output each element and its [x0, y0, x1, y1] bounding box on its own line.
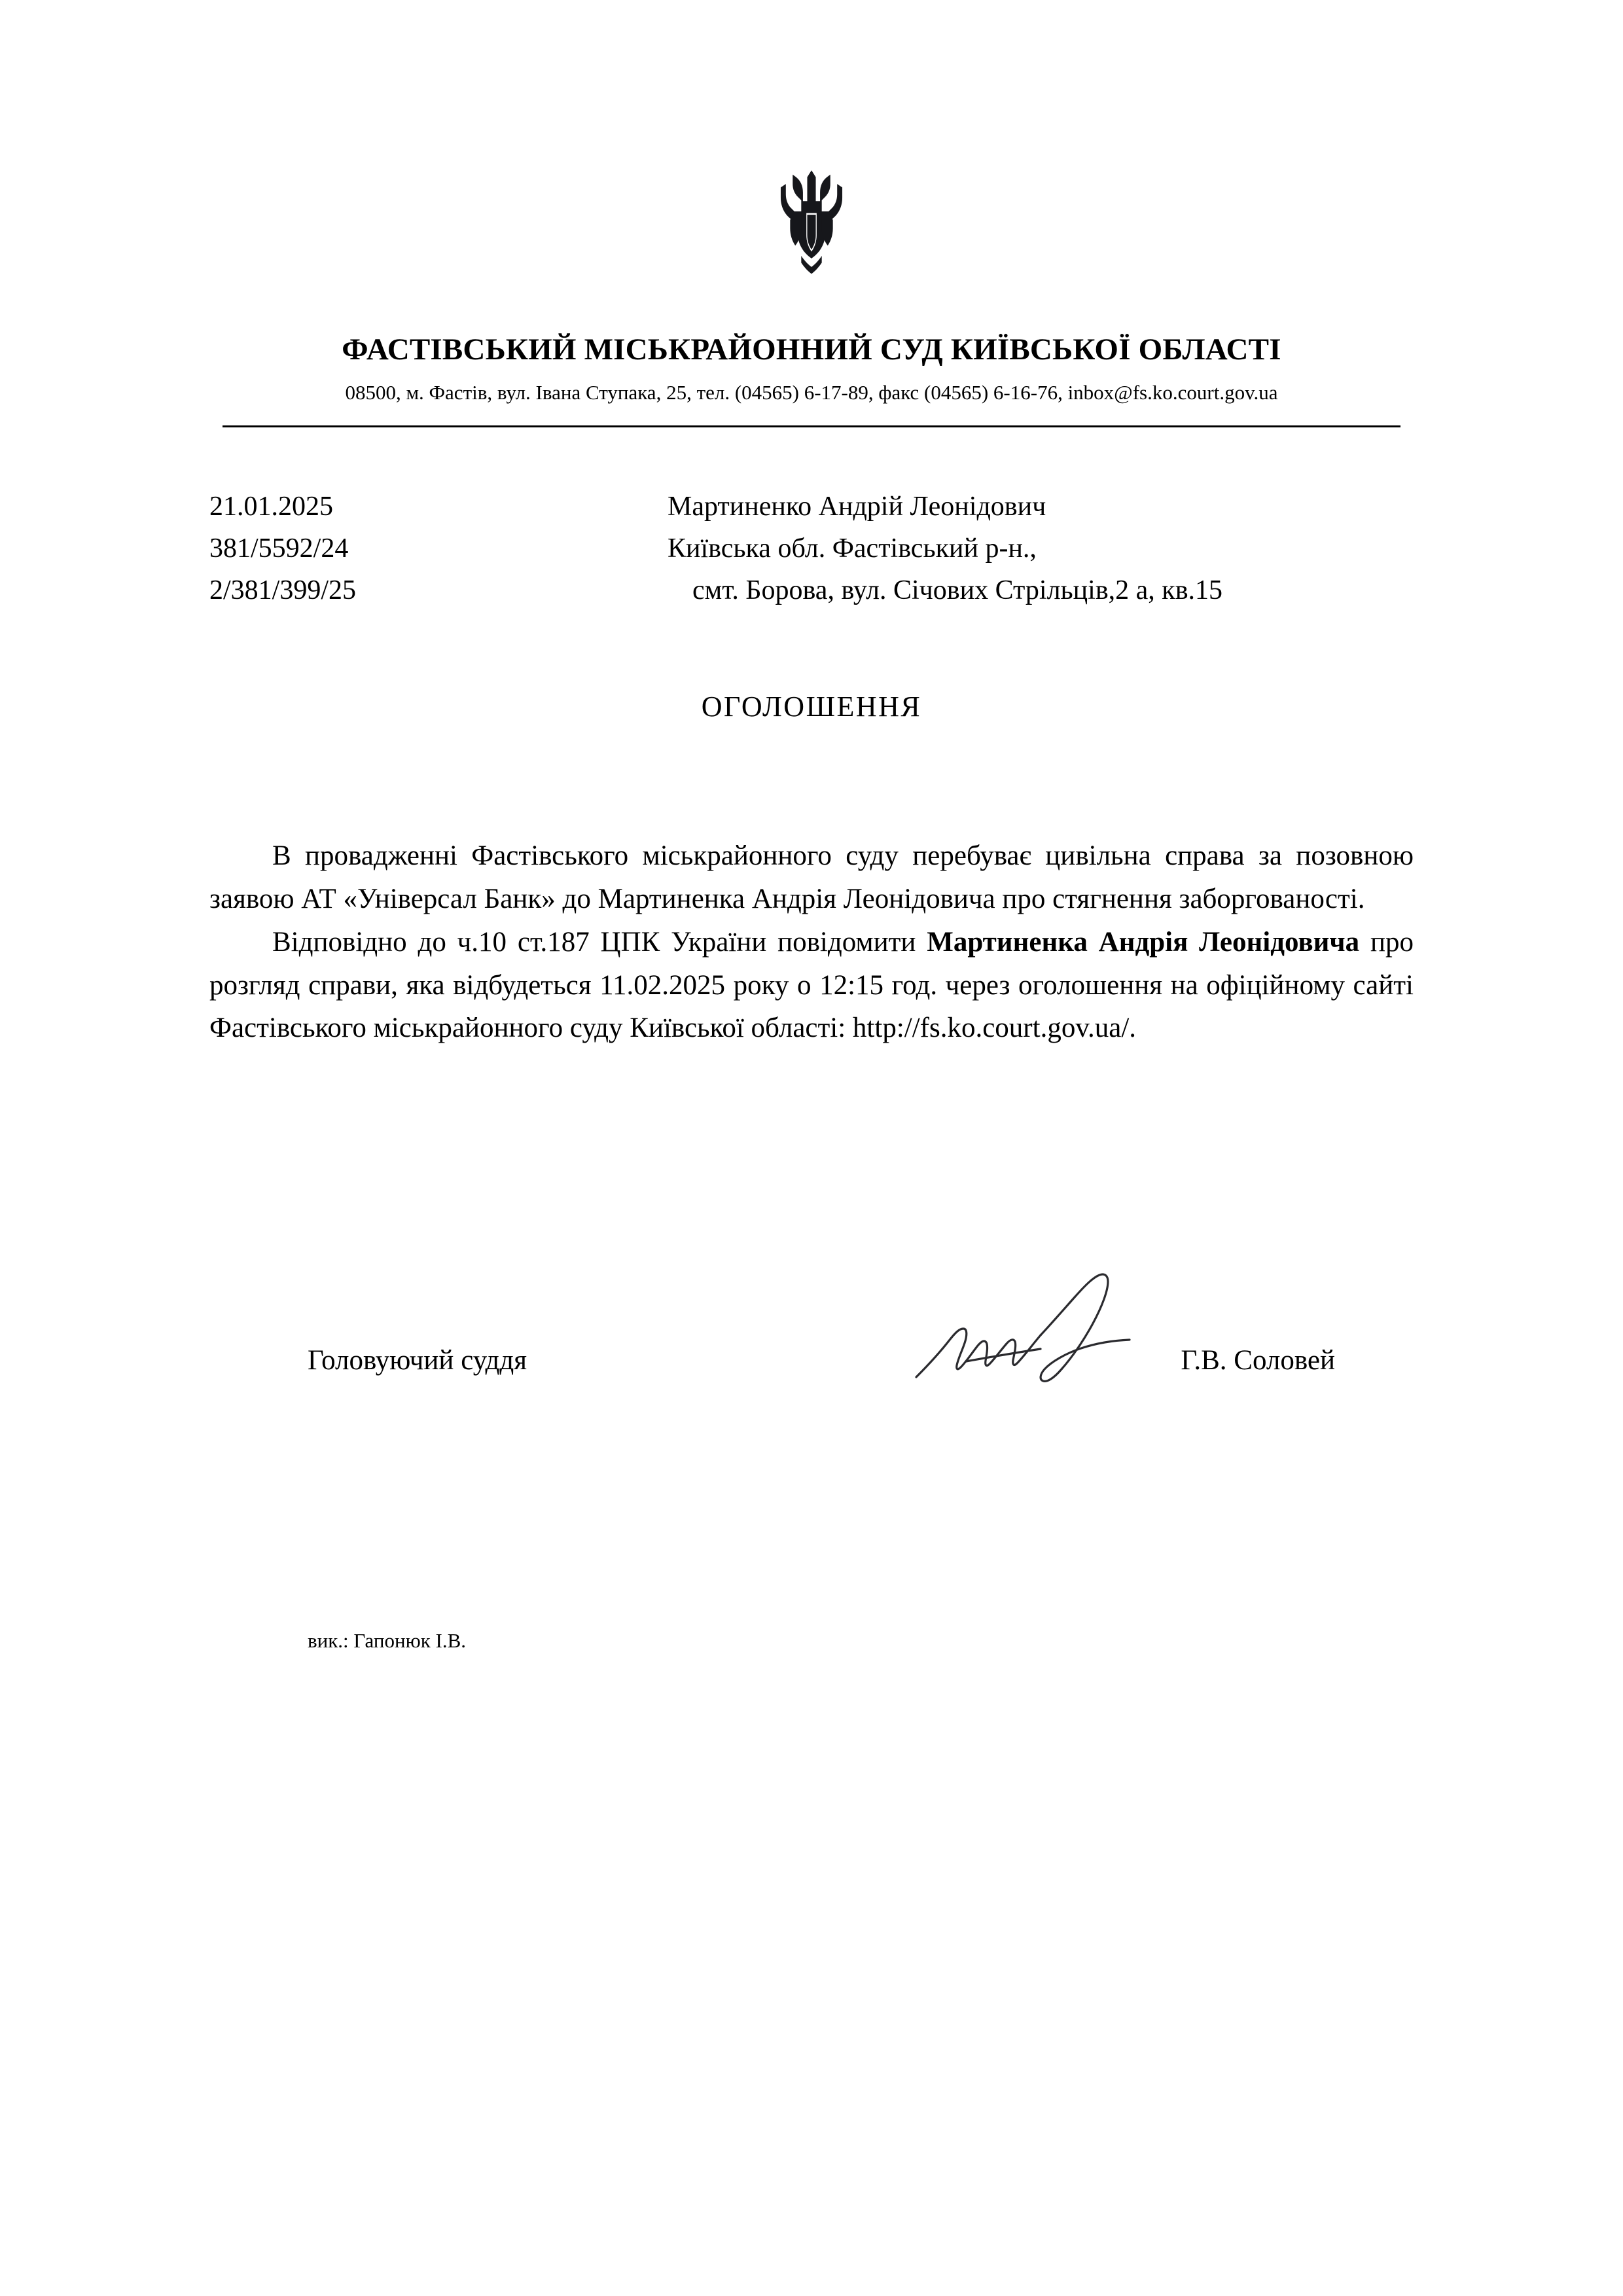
- ukraine-trident-emblem: [768, 167, 855, 295]
- proceeding-number: 2/381/399/25: [209, 575, 357, 605]
- document-date: 21.01.2025: [209, 491, 333, 522]
- addressee-region: Київська обл. Фастівський р-н.,: [668, 533, 1037, 564]
- document-body: [209, 834, 1414, 1050]
- addressee-street: смт. Борова, вул. Січових Стрільців,2 а, кв.15: [692, 575, 1223, 605]
- body-paragraph-1: В провадженні Фастівського міськрайонного суду перебуває цивільна справа за позовною заявою АТ «Універсал Банк» до Мартиненка Андрія Леонідовича про стягнення заборгованості.: [209, 840, 1414, 915]
- judge-name: Г.В. Соловей: [1181, 1345, 1335, 1376]
- case-number: 381/5592/24: [209, 533, 349, 564]
- emblem-container: [209, 0, 1414, 295]
- court-name-heading: ФАСТІВСЬКИЙ МІСЬКРАЙОННИЙ СУД КИЇВСЬКОЇ ОБЛАСТІ: [342, 332, 1281, 367]
- addressee-name: Мартиненко Андрій Леонідович: [668, 491, 1046, 522]
- executor-note: вик.: Гапонюк І.В.: [308, 1629, 467, 1653]
- signature-role-label: Головуючий суддя: [308, 1345, 527, 1376]
- meta-left-column: [209, 486, 668, 611]
- body-p2-defendant-name: Мартиненка Андрія Леонідовича: [927, 926, 1360, 958]
- handwritten-signature: [910, 1266, 1185, 1397]
- court-address-line: 08500, м. Фастів, вул. Івана Ступака, 25, тел. (04565) 6-17-89, факс (04565) 6-16-76, inbox@fs.ko.court.gov.ua: [345, 380, 1278, 404]
- body-paragraph-2: [209, 921, 1414, 1050]
- document-title: ОГОЛОШЕННЯ: [701, 691, 922, 723]
- body-p2-lead: Відповідно до ч.10 ст.187 ЦПК України повідомити: [272, 926, 927, 958]
- signature-row: [209, 1266, 1414, 1403]
- addressee-block: [668, 486, 1414, 611]
- header-divider: [223, 425, 1400, 427]
- body-p2-tail: про розгляд справи, яка відбудеться 11.02.2025 року о 12:15 год. через оголошення на офіційному сайті Фастівського міськрайонного суду Київської області: http://fs.ko.court.gov.ua/.: [209, 926, 1414, 1044]
- meta-block: [209, 486, 1414, 611]
